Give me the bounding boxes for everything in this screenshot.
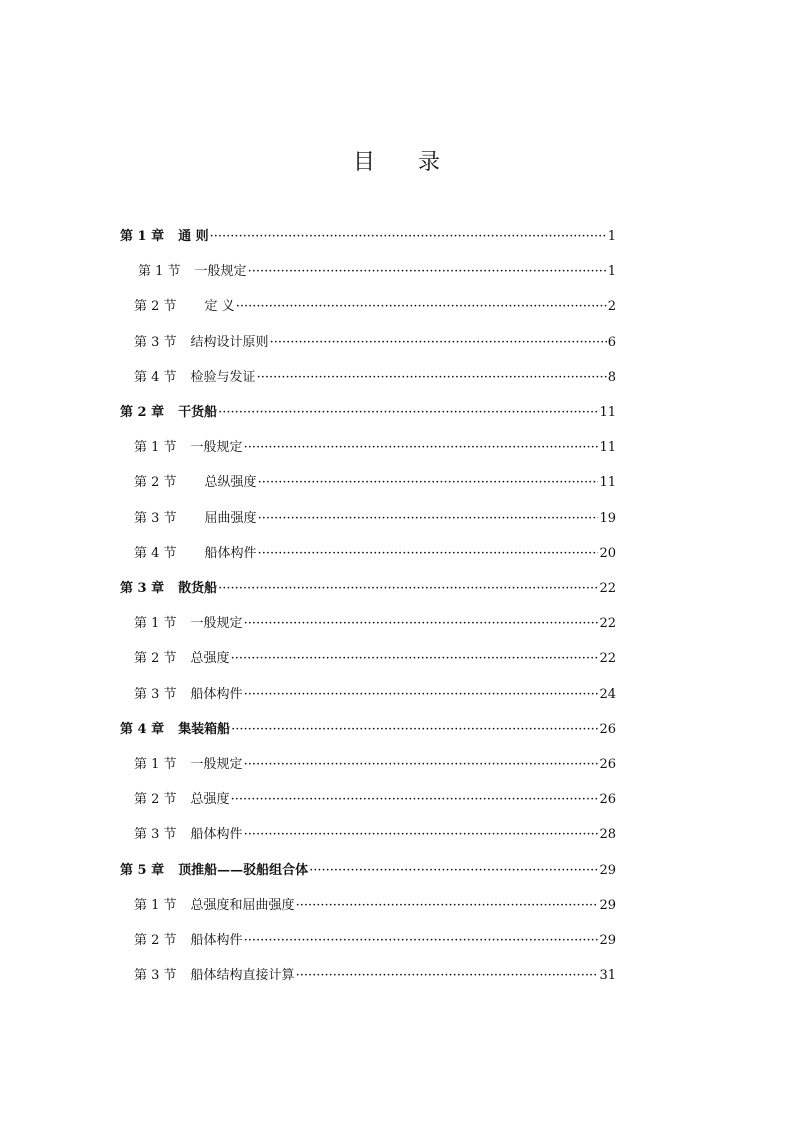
- toc-entry-label: 一般规定: [190, 616, 243, 632]
- toc-page-number: 29: [599, 862, 616, 878]
- toc-page-number: 26: [599, 792, 616, 808]
- toc-section-row[interactable]: [134, 367, 616, 389]
- dot-leader: [257, 367, 607, 389]
- toc-entry-number: 第 1 章: [120, 229, 165, 244]
- dot-leader: [231, 719, 598, 741]
- toc-entry-label: 定 义: [204, 299, 235, 315]
- dot-leader: [258, 543, 599, 565]
- toc-page-number: 11: [599, 405, 616, 420]
- toc-entry-label: 船体结构直接计算: [190, 968, 295, 984]
- dot-leader: [248, 261, 607, 283]
- toc-entry-number: 第 1 节: [134, 757, 177, 772]
- toc-entry-number: 第 3 节: [134, 968, 177, 984]
- dot-leader: [210, 226, 607, 248]
- dot-leader: [270, 332, 607, 354]
- toc-entry-label: 屈曲强度: [204, 510, 257, 526]
- toc-entry-label: 船体构件: [190, 827, 243, 843]
- toc-page-number: 6: [607, 334, 616, 350]
- toc-page-number: 20: [599, 545, 616, 561]
- toc-page-number: 24: [599, 686, 616, 702]
- toc-section-row[interactable]: [138, 261, 616, 283]
- toc-page-number: 11: [599, 475, 616, 491]
- toc-page-number: 8: [607, 369, 616, 385]
- toc-entry-label: 结构设计原则: [190, 334, 269, 350]
- toc-page-number: 1: [607, 264, 616, 280]
- toc-entry-number: 第 2 节: [134, 475, 177, 491]
- toc-entry-number: 第 5 章: [120, 862, 165, 878]
- toc-section-row[interactable]: [134, 930, 616, 952]
- dot-leader: [218, 578, 598, 600]
- dot-leader: [231, 648, 599, 670]
- toc-entry-number: 第 3 节: [134, 334, 177, 350]
- toc-section-row[interactable]: [134, 543, 616, 565]
- toc-chapter-row[interactable]: [120, 578, 616, 600]
- toc-entry-label: 一般规定: [190, 757, 243, 772]
- dot-leader: [258, 508, 599, 530]
- dot-leader: [244, 437, 599, 459]
- toc-entry-number: 第 4 章: [120, 721, 165, 737]
- toc-page-number: 2: [607, 299, 616, 315]
- dot-leader: [244, 613, 599, 635]
- toc-section-row[interactable]: [134, 824, 616, 846]
- dot-leader: [231, 789, 599, 811]
- toc-page-number: 22: [599, 581, 616, 596]
- toc-section-row[interactable]: [134, 789, 616, 811]
- dot-leader: [258, 472, 599, 494]
- toc-entry-label: 总纵强度: [204, 475, 257, 491]
- dot-leader: [296, 965, 599, 987]
- toc-entry-number: 第 2 节: [134, 651, 177, 667]
- toc-section-row[interactable]: [134, 296, 616, 318]
- toc-section-row[interactable]: [134, 472, 616, 494]
- toc-section-row[interactable]: [134, 613, 616, 635]
- toc-section-row[interactable]: [134, 648, 616, 670]
- toc-entry-label: 一般规定: [194, 264, 247, 280]
- toc-entry-label: 船体构件: [190, 686, 243, 702]
- toc-section-row[interactable]: [134, 895, 616, 917]
- toc-entry-number: 第 3 节: [134, 510, 177, 526]
- toc-chapter-row[interactable]: [120, 719, 616, 741]
- dot-leader: [296, 895, 599, 917]
- dot-leader: [236, 296, 607, 318]
- toc-page-number: 1: [607, 229, 616, 244]
- toc-entry-number: 第 1 节: [134, 616, 177, 632]
- toc-entry-label: 总强度: [190, 651, 230, 667]
- toc-chapter-row[interactable]: [120, 226, 616, 248]
- toc-entry-label: 散货船: [178, 581, 218, 596]
- toc-page-number: 19: [599, 510, 616, 526]
- page-title: 目 录: [353, 150, 458, 175]
- toc-entry-label: 一般规定: [190, 440, 243, 456]
- dot-leader: [309, 860, 598, 882]
- toc-entry-number: 第 3 节: [134, 827, 177, 843]
- toc-entry-number: 第 2 章: [120, 405, 165, 420]
- toc-page-number: 29: [599, 933, 616, 948]
- toc-entry-number: 第 1 节: [138, 264, 181, 280]
- toc-page-number: 11: [599, 440, 616, 456]
- toc-entry-number: 第 3 章: [120, 581, 165, 596]
- toc-section-row[interactable]: [134, 437, 616, 459]
- toc-entry-label: 总强度和屈曲强度: [190, 897, 295, 913]
- toc-entry-number: 第 4 节: [134, 369, 177, 385]
- toc-section-row[interactable]: [134, 508, 616, 530]
- toc-page-number: 22: [599, 651, 616, 667]
- toc-entry-label: 干货船: [178, 405, 218, 420]
- dot-leader: [218, 402, 598, 424]
- toc-entry-label: 通 则: [178, 229, 209, 244]
- toc-entry-number: 第 1 节: [134, 897, 177, 913]
- toc-page-number: 22: [599, 616, 616, 632]
- dot-leader: [244, 824, 599, 846]
- toc-entry-number: 第 2 节: [134, 792, 177, 808]
- toc-page-number: 28: [599, 827, 616, 843]
- toc-entry-label: 集装箱船: [178, 721, 231, 737]
- toc-section-row[interactable]: [134, 754, 616, 776]
- toc-page-number: 31: [599, 968, 616, 984]
- toc-entry-number: 第 3 节: [134, 686, 177, 702]
- toc-entry-label: 顶推船——驳船组合体: [178, 862, 309, 878]
- toc-entry-label: 总强度: [190, 792, 230, 808]
- toc-chapter-row[interactable]: [120, 860, 616, 882]
- toc-chapter-row[interactable]: [120, 402, 616, 424]
- toc-entry-label: 船体构件: [190, 933, 243, 948]
- toc-entry-number: 第 2 节: [134, 299, 177, 315]
- toc-entry-number: 第 1 节: [134, 440, 177, 456]
- dot-leader: [244, 930, 599, 952]
- toc-entry-number: 第 2 节: [134, 933, 177, 948]
- toc-entry-label: 船体构件: [204, 545, 257, 561]
- dot-leader: [244, 684, 599, 706]
- toc-entry-label: 检验与发证: [190, 369, 256, 385]
- toc-section-row[interactable]: [134, 965, 616, 987]
- toc-page-number: 29: [599, 897, 616, 913]
- dot-leader: [244, 754, 599, 776]
- toc-section-row[interactable]: [134, 684, 616, 706]
- toc-section-row[interactable]: [134, 332, 616, 354]
- toc-entry-number: 第 4 节: [134, 545, 177, 561]
- toc-page-number: 26: [599, 721, 616, 737]
- toc-page-number: 26: [599, 757, 616, 772]
